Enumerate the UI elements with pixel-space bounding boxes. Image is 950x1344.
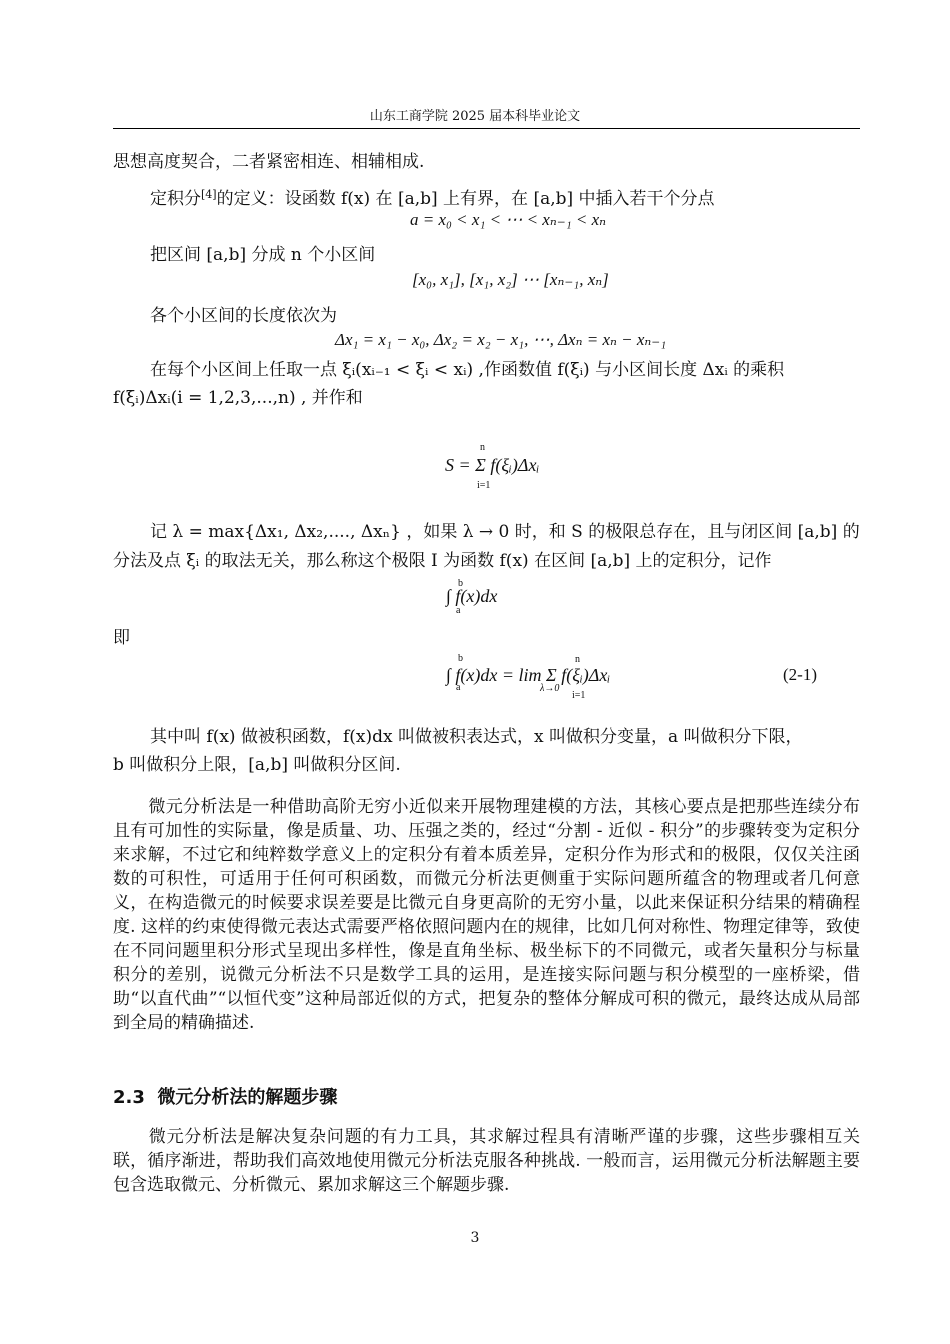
equation-definite-integral: ∫ f(x)dx [446,586,498,606]
text-line: 即 [113,628,130,648]
equation-number: (2-1) [783,665,817,684]
integral-lower-limit: a [456,605,461,616]
equation-riemann-sum: S = Σ f(ξᵢ)Δxᵢ [445,455,540,475]
equation-partition: a = x₀ < x₁ < ⋯ < xₙ₋₁ < xₙ [410,210,607,229]
section-number: 2.3 [113,1087,145,1108]
paragraph-text: 微元分析法是解决复杂问题的有力工具，其求解过程具有清晰严谨的步骤，这些步骤相互关联，循序渐进，帮助我们高效地使用微元分析法克服各种挑战. 一般而言，运用微元分析法解题主要包含选取微元、分析微元、累加求解这三个解题步骤. [113,1127,860,1195]
definition-text: 的定义：设函数 f(x) 在 [a,b] 上有界，在 [a,b] 中插入若干个分点 [216,189,715,209]
page-number: 3 [470,1230,480,1246]
paragraph-steps [113,1125,860,1197]
integral-lower-limit: a [456,682,461,693]
text-line: 思想高度契合，二者紧密相连、相辅相成. [113,152,425,172]
text-line: 把区间 [a,b] 分成 n 个小区间 [150,245,376,265]
text-line: 在每个小区间上任取一点 ξᵢ(xᵢ₋₁ < ξᵢ < xᵢ) ,作函数值 f(ξᵢ) 与小区间长度 Δxᵢ 的乘积 [150,360,785,380]
text-line: 其中叫 f(x) 做被积函数，f(x)dx 叫做被积表达式，x 叫做积分变量，a 叫做积分下限， [150,727,803,747]
limit-subscript: λ→0 [540,683,560,694]
section-heading [113,1083,337,1109]
text-line: 分法及点 ξᵢ 的取法无关，那么称这个极限 I 为函数 f(x) 在区间 [a,b] 上的定积分，记作 [113,551,772,571]
section-title: 微元分析法的解题步骤 [157,1087,338,1108]
citation-ref[interactable]: [4] [201,188,217,201]
header-rule [113,128,860,129]
text-line: b 叫做积分上限，[a,b] 叫做积分区间. [113,755,401,775]
running-header: 山东工商学院 2025 届本科毕业论文 [369,109,581,124]
integral-upper-limit: b [458,653,463,664]
equation-subintervals: [x₀, x₁], [x₁, x₂] ⋯ [xₙ₋₁, xₙ] [412,270,609,289]
definition-term: 定积分 [150,189,201,209]
paragraph-microelement [113,795,860,1035]
equation-lengths: Δx₁ = x₁ − x₀, Δx₂ = x₂ − x₁, ⋯, Δxₙ = xₙ − xₙ₋₁ [335,330,667,349]
sum-upper-limit: n [575,654,580,665]
sum-lower-limit: i=1 [477,480,491,491]
text-line: f(ξᵢ)Δxᵢ(i = 1,2,3,...,n) , 并作和 [113,388,363,408]
text-line: 记 λ = max{Δx₁, Δx₂,...., Δxₙ} ，如果 λ → 0 时，和 S 的极限总存在，且与闭区间 [a,b] 的 [150,522,860,542]
equation-2-1: ∫ f(x)dx = lim Σ f(ξᵢ)Δxᵢ [446,665,611,685]
integral-upper-limit: b [458,578,463,589]
definition-line [150,183,715,211]
paragraph-text: 微元分析法是一种借助高阶无穷小近似来开展物理建模的方法，其核心要点是把那些连续分布且有可加性的实际量，像是质量、功、压强之类的，经过“分割 - 近似 - 积分”的步骤转变为定积分来求解，不过它和纯粹数学意义上的定积分有着本质差异，定积分作为形式和的极限，仅仅关注函数的可积性，可适用于任何可积函数，而微元分析法更侧重于实际问题所蕴含的物理或者几何意义，在构造微元的时候要求误差要是比微元自身更高阶的无穷小量，以此来保证积分结果的精确程度. 这样的约束使得微元表达式需要严格依照问题内在的规律，比如几何对称性、物理定律等，致使在不同问题里积分形式呈现出多样性，像是直角坐标、极坐标下的不同微元，或者矢量积分与标量积分的差别，说微元分析法不只是数学工具的运用，是连接实际问题与积分模型的一座桥梁，借助“以直代曲”“以恒代变”这种局部近似的方式，把复杂的整体分解成可积的微元，最终达成从局部到全局的精确描述. [113,797,860,1033]
sum-lower-limit: i=1 [572,690,586,701]
sum-upper-limit: n [480,442,485,453]
text-line: 各个小区间的长度依次为 [150,306,337,326]
